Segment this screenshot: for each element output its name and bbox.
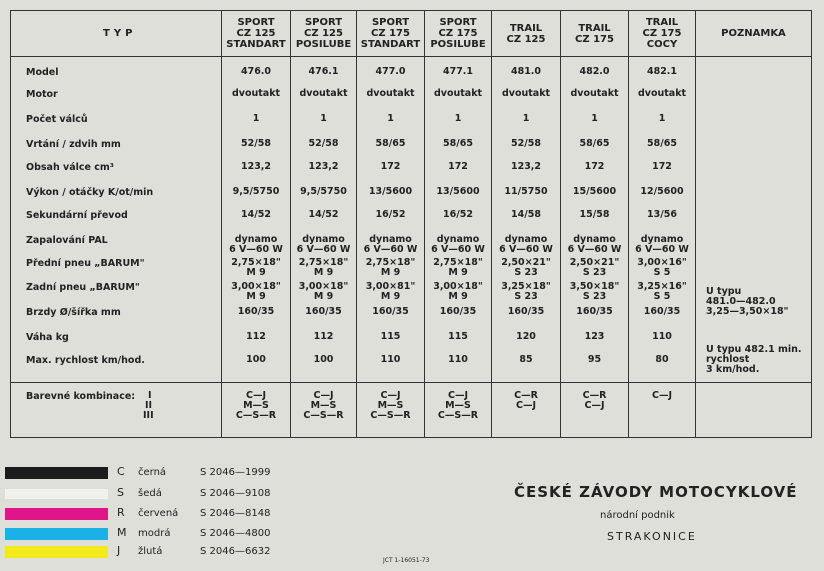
spec-value: 2,75×18" (231, 257, 281, 268)
spec-value: 3,00×18" (298, 281, 349, 292)
spec-value: M 9 (313, 291, 334, 302)
spec-value: 58/65 (375, 138, 406, 149)
spec-value: 112 (313, 331, 334, 342)
column-header-line: STANDART (226, 39, 286, 50)
spec-value: 58/65 (443, 138, 473, 149)
spec-value: 2,50×21" (569, 257, 620, 268)
spec-value: 160/35 (576, 306, 613, 317)
spec-value: 13/5600 (436, 186, 480, 197)
spec-value: 123,2 (308, 161, 339, 172)
spec-value: 123,2 (240, 161, 272, 172)
spec-value: 52/58 (308, 138, 339, 149)
spec-value: dvoutakt (433, 88, 483, 99)
spec-value: 120 (516, 331, 536, 342)
spec-value: 2,75×18" (433, 257, 483, 268)
row-label: Motor (26, 89, 58, 100)
poznamka-empty (696, 383, 812, 438)
spec-value: dynamo (234, 234, 278, 245)
data-column (222, 57, 291, 383)
spec-value: dynamo (640, 234, 684, 245)
spec-value: 482.1 (646, 66, 678, 77)
column-header-line: CZ 175 (642, 28, 682, 39)
spec-value: 13/56 (647, 209, 677, 220)
print-code: JCT 1-16051-73 (383, 557, 430, 564)
spec-value: 160/35 (372, 306, 409, 317)
spec-value: dvoutakt (637, 88, 687, 99)
company-name: ČESKÉ ZÁVODY MOTOCYKLOVÉ (514, 483, 798, 501)
spec-value: 16/52 (443, 209, 473, 220)
row-label: Váha kg (26, 332, 69, 343)
note-1 (706, 287, 789, 317)
spec-value: 1 (658, 113, 666, 124)
combo-column (222, 383, 291, 438)
row-label: Brzdy Ø/šířka mm (26, 307, 121, 318)
column-header-line: CZ 175 (371, 28, 410, 39)
spec-value: 172 (380, 161, 401, 172)
data-column (291, 57, 357, 383)
column-header-line: SPORT (371, 17, 410, 28)
combo-column (291, 383, 357, 438)
spec-value: 160/35 (507, 306, 545, 317)
spec-value: 1 (252, 113, 260, 124)
color-swatch (5, 489, 108, 499)
combo-value: C—J (584, 400, 605, 411)
spec-value: 477.1 (442, 66, 474, 77)
spec-value: 6 V—60 W (229, 244, 283, 255)
spec-value: 2,50×21" (501, 257, 551, 268)
spec-value: 477.0 (375, 66, 406, 77)
note-line: 3,25—3,50×18" (706, 306, 789, 317)
spec-value: 6 V—60 W (363, 244, 418, 255)
row-label: Přední pneu „BARUM" (26, 258, 145, 269)
row-label: Výkon / otáčky K/ot/min (26, 187, 154, 198)
combo-value: M—S (445, 400, 471, 411)
spec-value: 172 (584, 161, 605, 172)
spec-value: M 9 (246, 291, 266, 302)
column-header (629, 11, 696, 57)
combo-value: C—J (313, 390, 334, 401)
spec-value: 6 V—60 W (635, 244, 689, 255)
combo-value: M—S (243, 400, 269, 411)
color-letter: S (117, 486, 124, 499)
row-label: Max. rychlost km/hod. (26, 355, 145, 366)
color-code: S 2046—8148 (200, 508, 271, 519)
combo-column (357, 383, 425, 438)
spec-value: 58/65 (579, 138, 610, 149)
combo-value: C—S—R (437, 410, 479, 421)
spec-value: 14/52 (241, 209, 271, 220)
typ-header: TYP (11, 11, 222, 57)
spec-value: 110 (652, 331, 672, 342)
spec-value: M 9 (380, 291, 401, 302)
row-label: Zapalování PAL (26, 235, 108, 246)
column-header-line: SPORT (237, 17, 275, 28)
spec-value: dvoutakt (299, 88, 348, 99)
column-header (561, 11, 629, 57)
spec-value: 100 (313, 354, 334, 365)
spec-value: 85 (519, 354, 533, 365)
spec-value: 15/5600 (572, 186, 617, 197)
poznamka-header: POZNAMKA (696, 11, 812, 57)
spec-value: 6 V—60 W (296, 244, 351, 255)
color-swatch (5, 546, 108, 558)
spec-value: 172 (652, 161, 672, 172)
spec-value: 1 (591, 113, 598, 124)
column-header-line: CZ 125 (236, 28, 276, 39)
spec-value: 14/58 (511, 209, 541, 220)
spec-value: 6 V—60 W (431, 244, 485, 255)
note-line: U typu (706, 286, 742, 297)
spec-value: 476.1 (308, 66, 339, 77)
spec-value: 15/58 (579, 209, 610, 220)
spec-value: M 9 (448, 267, 468, 278)
color-name: šedá (138, 488, 162, 499)
roman-numeral: II (145, 400, 153, 411)
spec-value: M 9 (246, 267, 266, 278)
combo-value: C—J (447, 390, 468, 401)
row-label: Zadní pneu „BARUM" (26, 282, 140, 293)
data-column (425, 57, 492, 383)
spec-value: 481.0 (510, 66, 542, 77)
note-2 (706, 345, 802, 375)
spec-value: dynamo (436, 234, 480, 245)
barevne-label-cell (11, 383, 222, 438)
company-subtitle: národní podnik (600, 510, 675, 521)
spec-value: M 9 (313, 267, 334, 278)
spec-value: 1 (387, 113, 394, 124)
spec-value: 3,00×81" (365, 281, 416, 292)
spec-value: dynamo (369, 234, 412, 245)
spec-value: 123 (584, 331, 605, 342)
color-code: S 2046—9108 (200, 488, 271, 499)
spec-value: 52/58 (241, 138, 271, 149)
spec-value: 115 (380, 331, 401, 342)
spec-value: 112 (246, 331, 266, 342)
column-header-line: SPORT (439, 17, 477, 28)
spec-value: 12/5600 (640, 186, 684, 197)
body-row (11, 57, 812, 383)
spec-value: 11/5750 (504, 186, 548, 197)
spec-value: 3,00×18" (433, 281, 483, 292)
barevne-label: Barevné kombinace: (26, 391, 136, 402)
color-swatch (5, 528, 108, 540)
spec-value: S 23 (582, 267, 607, 278)
spec-value: 2,75×18" (365, 257, 416, 268)
spec-value: dvoutakt (231, 88, 281, 99)
spec-value: 1 (320, 113, 327, 124)
spec-value: 160/35 (305, 306, 342, 317)
spec-value: 9,5/5750 (232, 186, 280, 197)
row-label: Model (26, 67, 59, 78)
color-swatch (5, 467, 108, 479)
column-header-line: CZ 125 (304, 28, 343, 39)
color-swatch (5, 508, 108, 520)
spec-value: dvoutakt (501, 88, 551, 99)
label-column (11, 57, 222, 383)
company-city: STRAKONICE (607, 530, 697, 543)
row-label: Vrtání / zdvih mm (26, 139, 121, 150)
color-letter: C (117, 465, 125, 478)
combo-value: C—J (380, 390, 401, 401)
roman-numeral: III (143, 410, 154, 421)
combo-value: C—S—R (303, 410, 344, 421)
combo-value: C—S—R (370, 410, 411, 421)
spec-value: 160/35 (643, 306, 681, 317)
column-header-line: CZ 125 (506, 33, 546, 45)
spec-value: 6 V—60 W (567, 244, 622, 255)
data-column (492, 57, 561, 383)
spec-value: 100 (246, 354, 266, 365)
color-code: S 2046—4800 (200, 528, 271, 539)
note-line: rychlost (706, 354, 750, 365)
spec-value: 482.0 (579, 66, 610, 77)
spec-value: 80 (655, 354, 669, 365)
spec-value: 16/52 (375, 209, 406, 220)
color-name: modrá (138, 528, 171, 539)
combo-value: C—S—R (235, 410, 277, 421)
column-header-line: CZ 175 (575, 33, 614, 45)
color-code: S 2046—6632 (200, 546, 271, 557)
column-header (425, 11, 492, 57)
spec-value: 1 (454, 113, 462, 124)
poznamka-column (696, 57, 812, 383)
spec-value: 14/52 (308, 209, 339, 220)
row-label: Sekundární převod (26, 210, 128, 221)
column-header-line: STANDART (360, 39, 421, 50)
spec-value: 110 (448, 354, 468, 365)
column-header-line: TRAIL (645, 17, 679, 28)
spec-value: 52/58 (511, 138, 541, 149)
combo-column (561, 383, 629, 438)
spec-value: dynamo (573, 234, 616, 245)
combo-value: M—S (377, 400, 404, 411)
spec-value: S 5 (653, 291, 671, 302)
combo-column (425, 383, 492, 438)
data-column (561, 57, 629, 383)
spec-value: 1 (522, 113, 530, 124)
note-line: U typu 482.1 min. (706, 344, 802, 355)
combo-value: C—J (245, 390, 266, 401)
combo-value: M—S (310, 400, 337, 411)
header-row (11, 11, 812, 57)
spec-value: dynamo (302, 234, 345, 245)
color-name: červená (138, 508, 179, 519)
spec-value: S 23 (514, 267, 538, 278)
color-letter: J (117, 544, 121, 557)
spec-value: S 23 (582, 291, 607, 302)
column-header (492, 11, 561, 57)
spec-value: 13/5600 (368, 186, 413, 197)
spec-value: 3,00×16" (637, 257, 687, 268)
spec-value: M 9 (380, 267, 401, 278)
combo-column (629, 383, 696, 438)
column-header-line: COCY (646, 39, 678, 50)
spec-value: 160/35 (237, 306, 275, 317)
spec-value: 123,2 (510, 161, 542, 172)
combo-value: C—J (651, 390, 672, 401)
column-header (291, 11, 357, 57)
spec-value: 3,25×16" (637, 281, 687, 292)
note-line: 3 km/hod. (706, 364, 760, 375)
spec-value: 95 (587, 354, 602, 365)
spec-value: dynamo (504, 234, 548, 245)
row-label: Obsah válce cm³ (26, 162, 114, 173)
color-name: žlutá (138, 546, 163, 557)
spec-value: 9,5/5750 (300, 186, 347, 197)
color-name: černá (138, 467, 167, 478)
spec-value: 476.0 (240, 66, 272, 77)
combo-column (492, 383, 561, 438)
column-header-line: CZ 175 (438, 28, 478, 39)
spec-value: 3,25×18" (501, 281, 551, 292)
color-code: S 2046—1999 (200, 467, 271, 478)
spec-value: 3,00×18" (231, 281, 281, 292)
combo-value: C—J (515, 400, 536, 411)
combo-value: C—R (514, 390, 538, 401)
combo-value: C—R (582, 390, 607, 401)
color-letter: M (117, 526, 127, 539)
column-header-line: TRAIL (509, 22, 543, 34)
column-header-line: POSILUBE (430, 39, 486, 50)
column-header-line: TRAIL (578, 22, 611, 34)
spec-value: 6 V—60 W (499, 244, 553, 255)
spec-value: 160/35 (439, 306, 477, 317)
color-combination-row (11, 383, 812, 438)
spec-value: dvoutakt (570, 88, 619, 99)
spec-value: S 5 (653, 267, 671, 278)
data-column (629, 57, 696, 383)
spec-value: S 23 (514, 291, 538, 302)
spec-value: 115 (448, 331, 468, 342)
spec-value: 110 (380, 354, 401, 365)
column-header-line: SPORT (304, 17, 343, 28)
color-letter: R (117, 506, 125, 519)
column-header-line: POSILUBE (295, 39, 352, 50)
roman-numeral: I (148, 390, 152, 401)
spec-table (10, 10, 812, 438)
spec-value: 3,50×18" (569, 281, 620, 292)
note-line: 481.0—482.0 (706, 296, 776, 307)
data-column (357, 57, 425, 383)
row-label: Počet válců (26, 114, 88, 125)
column-header (357, 11, 425, 57)
column-header (222, 11, 291, 57)
spec-value: dvoutakt (366, 88, 415, 99)
spec-value: 172 (448, 161, 468, 172)
spec-value: 58/65 (647, 138, 677, 149)
spec-value: 2,75×18" (298, 257, 349, 268)
spec-value: M 9 (448, 291, 468, 302)
